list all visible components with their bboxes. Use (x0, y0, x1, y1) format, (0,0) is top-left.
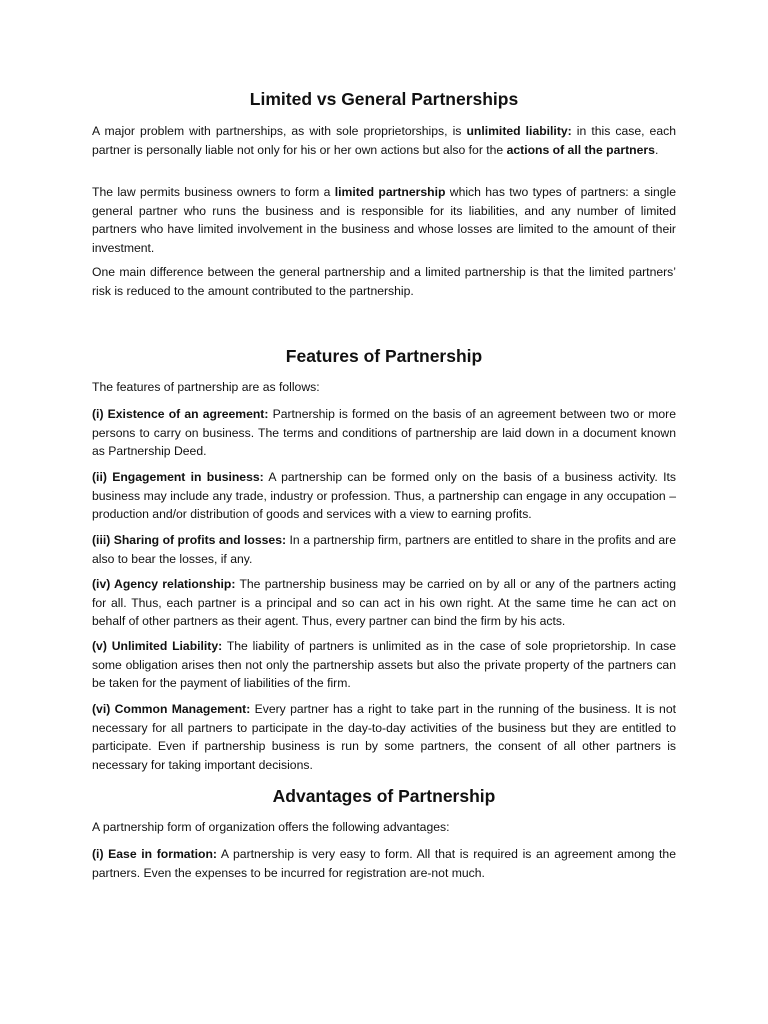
text-run: A partnership can be formed only on the basis of a business activity. Its business may include any trade, industry or profession. Thus, a partnership can engage in any occupation – production and/or distribution of goods and services with a view to earning profits. (92, 470, 676, 521)
text-run: The features of partnership are as follows: (92, 380, 320, 394)
paragraph (92, 263, 676, 300)
bold-term: (vi) Common Management: (92, 702, 251, 716)
bold-term: limited partnership (334, 185, 446, 199)
text-run: A major problem with partnerships, as with sole proprietorships, is (92, 124, 467, 138)
text-run: A partnership is very easy to form. All that is required is an agreement among the partners. Even the expenses to be incurred for registration are-not much. (92, 847, 676, 880)
paragraph (92, 183, 676, 257)
paragraph (92, 575, 676, 631)
bold-term: (iii) Sharing of profits and losses: (92, 533, 287, 547)
bold-term: (i) Ease in formation: (92, 847, 217, 861)
bold-term: (v) Unlimited Liability: (92, 639, 223, 653)
text-run: . (654, 142, 659, 157)
paragraph (92, 405, 676, 461)
paragraph (92, 818, 676, 837)
section-title-limited-vs-general: Limited vs General Partnerships (249, 89, 519, 109)
bold-term: (iv) Agency relationship: (92, 577, 236, 591)
bold-term: unlimited liability: (466, 124, 572, 138)
paragraph (92, 468, 676, 524)
paragraph (92, 122, 676, 159)
text-run: In a partnership firm, partners are entitled to share in the profits and are also to bear the losses, if any. (92, 533, 676, 566)
bold-term: (ii) Engagement in business: (92, 470, 264, 484)
text-run: A partnership form of organization offers the following advantages: (92, 820, 450, 834)
text-run: The partnership business may be carried on by all or any of the partners acting for all. Thus, each partner is a principal and so can act in his own right. At the same time he can act on behalf of other partners as their agent. Thus, every partner can bind the firm by his acts. (92, 577, 676, 628)
paragraph (92, 845, 676, 882)
text-run: in this case, each partner is personally liable not only for his or her own actions but also for the (92, 124, 676, 157)
paragraph (92, 637, 676, 693)
text-run: Every partner has a right to take part in the running of the business. It is not necessary for all partners to participate in the day-to-day activities of the business but they are entitled to participate. Even if partnership business is run by some partners, the consent of all other partners is necessary for taking important decisions. (92, 702, 676, 772)
section-title-features: Features of Partnership (285, 346, 483, 366)
text-run: The law permits business owners to form a (92, 185, 335, 199)
text-run: Partnership is formed on the basis of an agreement between two or more persons to carry on business. The terms and conditions of partnership are laid down in a document known as Partnership Deed. (92, 407, 676, 458)
text-run: One main difference between the general partnership and a limited partnership is that the limited partners’ risk is reduced to the amount contributed to the partnership. (92, 265, 676, 298)
bold-term: actions of all the partners (506, 142, 655, 157)
bold-term: (i) Existence of an agreement: (92, 407, 269, 421)
text-run: The liability of partners is unlimited as in the case of sole proprietorship. In case some obligation arises then not only the partnership assets but also the private property of the partners can be taken for the payment of liabilities of the firm. (92, 639, 677, 690)
text-run: which has two types of partners: a single general partner who runs the business and is responsible for its liabilities, and any number of limited partners who have limited involvement in the business and whose losses are limited to the amount of their investment. (92, 185, 676, 255)
paragraph (92, 378, 676, 397)
section-title-advantages: Advantages of Partnership (272, 786, 496, 806)
paragraph (92, 531, 676, 568)
paragraph (92, 700, 676, 774)
